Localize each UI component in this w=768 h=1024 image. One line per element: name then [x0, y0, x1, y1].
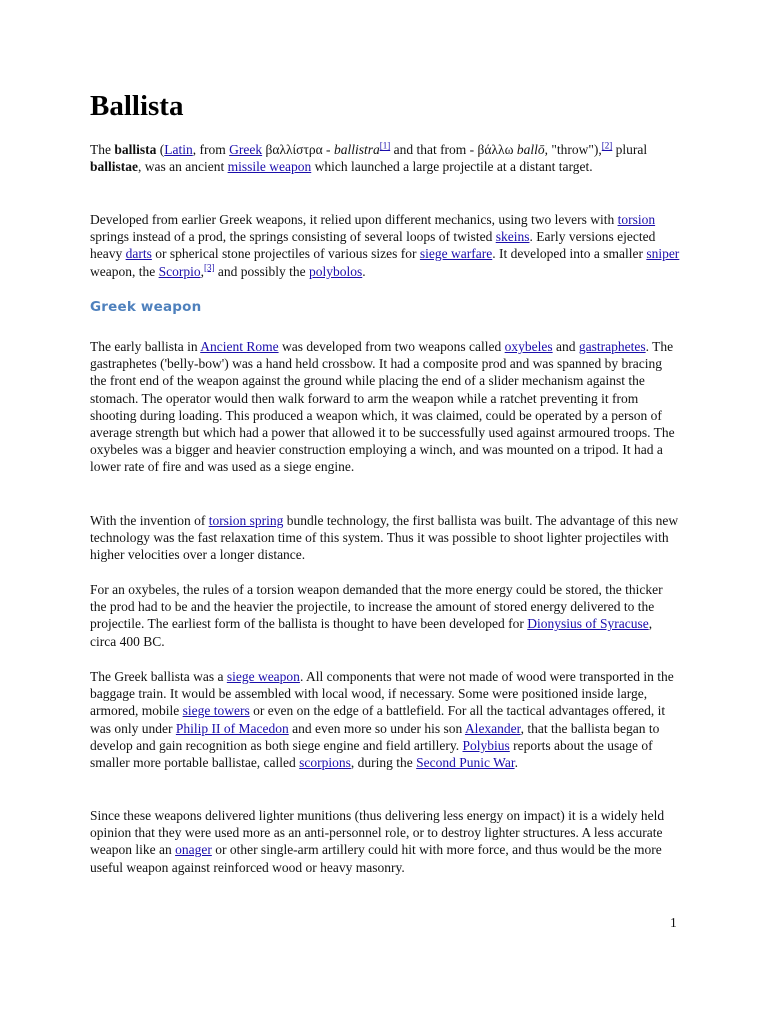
link-onager[interactable]: onager: [175, 842, 212, 858]
section-heading-greek-weapon: Greek weapon: [90, 299, 202, 315]
text: weapon, the: [90, 263, 159, 279]
text: springs instead of a prod, the springs consisting of several loops of twisted: [90, 229, 496, 245]
text: or even on the edge of a battlefield. For all the tactical advantages offered, it was only under: [90, 703, 666, 736]
torsion-invention-paragraph: [90, 512, 680, 564]
text: .: [362, 263, 366, 279]
text: . It developed into a smaller: [492, 246, 647, 262]
link-latin[interactable]: Latin: [164, 142, 193, 157]
link-torsion-spring[interactable]: torsion spring: [208, 513, 284, 528]
link-skeins[interactable]: skeins: [495, 229, 530, 245]
text: . The gastraphetes ('belly-bow') was a hand held crossbow. It had a composite prod and was spanned by bracing the front end of the weapon against the ground while placing the end of a slider mechanism against the stomach. The operator would then walk forward to arm the weapon while a ratchet preventing it from shooting during loading. This produced a weapon which, it was claimed, could be operated by a person of average strength but which had a power that allowed it to be successfully used against armoured troops. The oxybeles was a bigger and heavier construction employing a winch, and was mounted on a tripod. It had a lower rate of fire and was used as a siege engine.: [90, 339, 675, 475]
footnote-ref-2[interactable]: [602, 141, 613, 151]
link-scorpions[interactable]: scorpions: [299, 755, 351, 771]
text: and: [552, 339, 579, 354]
text: which launched a large projectile at a distant target.: [311, 159, 593, 175]
link-scorpio[interactable]: Scorpio: [158, 263, 201, 279]
footnote-ref-3[interactable]: [204, 262, 215, 272]
text: Since these weapons delivered lighter munitions (thus delivering less energy on impact) it is a widely held opinion that they were used more as an anti-personnel role, or to destroy lighter structures. A less accurate weapon like an: [90, 808, 665, 858]
text: The: [90, 142, 115, 157]
link-ancient-rome[interactable]: Ancient Rome: [200, 339, 279, 354]
link-oxybeles[interactable]: oxybeles: [504, 339, 553, 354]
link-philip-ii-of-macedon[interactable]: Philip II of Macedon: [175, 720, 289, 736]
lighter-munitions-paragraph: [90, 807, 680, 876]
footnote-link-1[interactable]: [1]: [379, 140, 391, 151]
text: or other single-arm artillery could hit with more force, and thus would be the more useful weapon against reinforced wood or heavy masonry.: [90, 842, 662, 875]
link-dionysius-of-syracuse[interactable]: Dionysius of Syracuse: [527, 616, 649, 632]
italic-term-ballistra: ballistra: [333, 142, 380, 157]
link-greek[interactable]: Greek: [229, 142, 263, 157]
text: . All components that were not made of wood were transported in the baggage train. It would be assembled with local wood, if necessary. Some were positioned inside large, armored, mobile: [90, 669, 674, 719]
text: , that the ballista began to develop and gain recognition as both siege engine and field artillery.: [90, 720, 660, 753]
link-alexander[interactable]: Alexander: [464, 720, 521, 736]
developed-paragraph: [90, 211, 680, 280]
page-number: 1: [670, 915, 677, 930]
link-siege-weapon[interactable]: siege weapon: [226, 669, 300, 684]
footnote-link-3[interactable]: [3]: [203, 262, 215, 273]
text: .: [514, 755, 518, 771]
link-missile-weapon[interactable]: missile weapon: [227, 159, 312, 175]
link-gastraphetes[interactable]: gastraphetes: [578, 339, 646, 354]
text: , circa 400 BC.: [90, 616, 653, 649]
text: . Early versions ejected heavy: [90, 229, 656, 262]
page-title: Ballista: [90, 90, 184, 122]
text: With the invention of: [90, 513, 209, 528]
link-second-punic-war[interactable]: Second Punic War: [416, 755, 515, 771]
text: ,: [200, 263, 204, 279]
footnote-link-2[interactable]: [2]: [601, 140, 613, 151]
text: , during the: [350, 755, 417, 771]
link-siege-warfare[interactable]: siege warfare: [419, 246, 493, 262]
text: and that from - βάλλω: [390, 142, 517, 157]
text: The early ballista in: [90, 339, 201, 354]
link-darts[interactable]: darts: [125, 246, 152, 262]
italic-term-ballo: ballō: [516, 142, 545, 157]
text: , from: [192, 142, 230, 157]
text: , "throw"),: [544, 142, 602, 157]
text: Developed from earlier Greek weapons, it relied upon different mechanics, using two levers with: [90, 212, 618, 227]
intro-paragraph: [90, 141, 680, 175]
link-siege-towers[interactable]: siege towers: [182, 703, 250, 719]
text: The Greek ballista was a: [90, 669, 227, 684]
text: reports about the usage of smaller more portable ballistae, called: [90, 737, 653, 771]
link-sniper[interactable]: sniper: [646, 246, 680, 262]
text: (: [156, 142, 165, 157]
oxybeles-paragraph: [90, 581, 680, 650]
text: , was an ancient: [138, 159, 228, 175]
link-polybolos[interactable]: polybolos: [308, 263, 363, 279]
text: was developed from two weapons called: [278, 339, 505, 354]
link-torsion[interactable]: torsion: [617, 212, 656, 227]
bold-term-ballistae: ballistae: [90, 159, 139, 175]
text: and even more so under his son: [288, 720, 465, 736]
text: βαλλίστρα -: [262, 142, 334, 157]
text: plural: [612, 142, 648, 157]
early-ballista-paragraph: [90, 338, 680, 476]
greek-ballista-paragraph: [90, 668, 680, 771]
text: and possibly the: [214, 263, 309, 279]
link-polybius[interactable]: Polybius: [462, 737, 510, 753]
footnote-ref-1[interactable]: [380, 141, 391, 151]
text: bundle technology, the first ballista was built. The advantage of this new technology was the fast relaxation time of this system. Thus it was possible to shoot lighter projectiles with higher velocities over a longer distance.: [90, 513, 679, 563]
text: For an oxybeles, the rules of a torsion weapon demanded that the more energy could be stored, the thicker the prod had to be and the heavier the projectile, to increase the amount of stored energy delivered to the projectile. The earliest form of the ballista is thought to have been developed for: [90, 582, 663, 632]
bold-term-ballista: ballista: [114, 142, 157, 157]
text: or spherical stone projectiles of various sizes for: [151, 246, 420, 262]
